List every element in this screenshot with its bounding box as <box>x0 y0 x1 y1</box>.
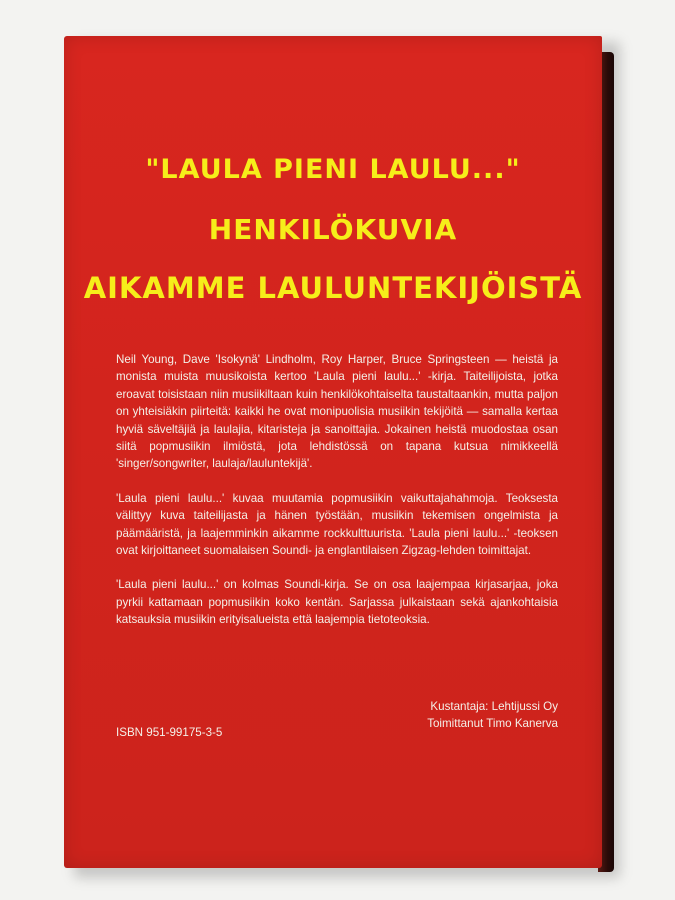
title-line-1: "LAULA PIENI LAULU..." <box>145 154 521 185</box>
title-line-2: HENKILÖKUVIA <box>208 213 458 246</box>
publisher-line: Kustantaja: Lehtijussi Oy <box>430 700 558 713</box>
blurb-paragraph-3: 'Laula pieni laulu...' on kolmas Soundi-kirja. Se on osa laajempaa kirjasarjaa, joka pyrkii kattamaan popmusiikin koko kentän. Sarjassa julkaistaan sekä ajankohtaisia katsauksia musiikin erityisalueista että laajempia tietoteoksia. <box>116 578 558 627</box>
book-back-cover <box>64 36 602 868</box>
isbn-line: ISBN 951-99175-3-5 <box>116 726 223 739</box>
title-line-3: AIKAMME LAULUNTEKIJÖISTÄ <box>83 271 583 305</box>
editor-line: Toimittanut Timo Kanerva <box>427 717 558 731</box>
credits <box>427 698 558 733</box>
blurb-paragraph-1: Neil Young, Dave 'Isokynä' Lindholm, Roy Harper, Bruce Springsteen — heistä ja monista muista muusikoista kertoo 'Laula pieni laulu...' -kirja. Taiteilijoista, jotka eroavat toisistaan niin musiikiltaan kuin henkilökohtaiselta taustaltaankin, mutta paljon on yhteisiäkin piirteitä: kaikki he ovat monipuolisia musiikin tekijöitä — samalla kertaa hyviä säveltäjiä ja laulajia, kitaristeja ja sanoittajia. Jokainen heistä muodostaa osan siitä popmusiikin ilmiöstä, jota lehdistössä on tapana kutsua nimikkeellä 'singer/songwriter, laulaja/lauluntekijä'. <box>116 353 558 471</box>
blurb-paragraph-2: 'Laula pieni laulu...' kuvaa muutamia popmusiikin vaikuttajahahmoja. Teoksesta välittyy kuva taiteilijasta ja hänen työstään, musiikin tekemisen ongelmista ja päämääristä, ja laajemminkin aikamme rockkulttuurista. 'Laula pieni laulu...' -teoksen ovat kirjoittaneet suomalaisen Soundi- ja englantilaisen Zigzag-lehden toimittajat. <box>116 491 558 558</box>
blurb-text <box>116 351 558 646</box>
